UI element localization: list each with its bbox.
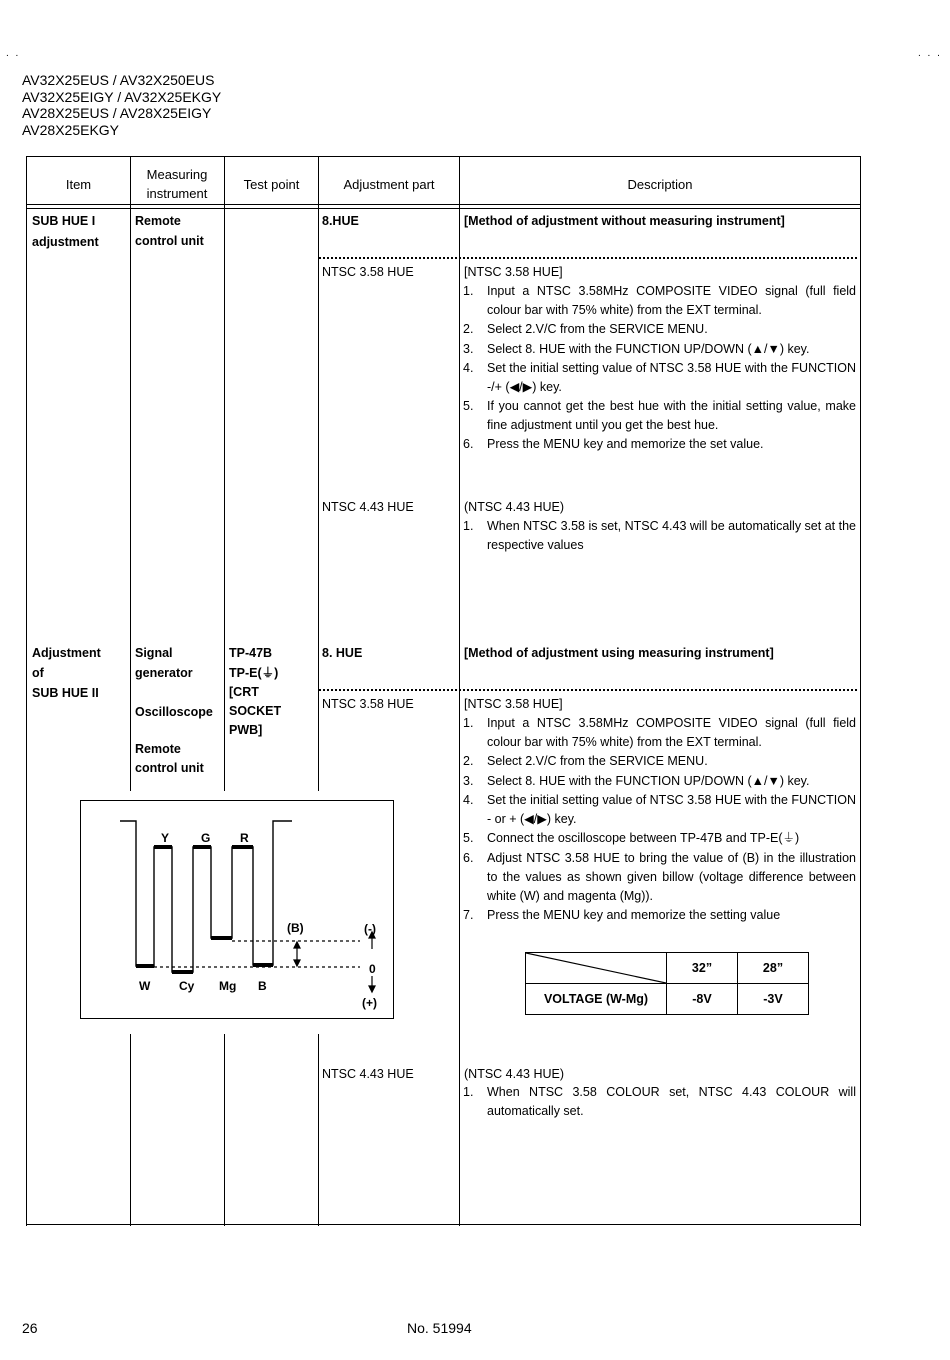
- row2-ntsc443-heading: (NTSC 4.43 HUE): [464, 1067, 565, 1081]
- row2-measuring-line1: Signal: [135, 646, 173, 660]
- model-line-1: AV32X25EUS / AV32X250EUS: [22, 72, 215, 88]
- document-number: No. 51994: [407, 1320, 472, 1336]
- waveform-diagram: [80, 800, 394, 1019]
- corner-marks-right: . . .: [918, 48, 942, 59]
- voltage-value-32: -8V: [667, 984, 738, 1015]
- row2-testpoint-line3: [CRT: [229, 685, 259, 699]
- row2-measuring-line7: control unit: [135, 761, 204, 775]
- header-description: Description: [627, 177, 693, 192]
- wave-label-g: G: [201, 831, 211, 845]
- wave-label-b: B: [258, 979, 267, 993]
- wave-label-b-level: (B): [287, 921, 304, 935]
- row2-desc-title: [Method of adjustment using measuring instrument]: [464, 646, 774, 660]
- row2-ntsc358-heading: [NTSC 3.58 HUE]: [464, 697, 563, 711]
- header-test-point: Test point: [243, 177, 300, 192]
- wave-label-w: W: [139, 979, 151, 993]
- row2-part-title: 8. HUE: [322, 646, 363, 660]
- row1-ntsc358-part: NTSC 3.58 HUE: [322, 265, 414, 279]
- row2-item-line1: Adjustment: [32, 646, 101, 660]
- row2-measuring-line6: Remote: [135, 742, 181, 756]
- row2-testpoint-line5: PWB]: [229, 723, 263, 737]
- header-item: Item: [65, 177, 92, 192]
- row1-item-line1: SUB HUE I: [32, 214, 96, 228]
- row1-ntsc358-heading: [NTSC 3.58 HUE]: [464, 265, 563, 279]
- wave-label-zero: 0: [369, 962, 376, 976]
- wave-label-r: R: [240, 831, 249, 845]
- row2-testpoint-line4: SOCKET: [229, 704, 282, 718]
- row2-item-line2: of: [32, 666, 44, 680]
- voltage-value-28: -3V: [738, 984, 809, 1015]
- row1-part-title: 8.HUE: [322, 214, 359, 228]
- row1-desc-title: [Method of adjustment without measuring instrument]: [464, 214, 785, 228]
- wave-label-mg: Mg: [219, 979, 237, 993]
- voltage-col-28: 28”: [738, 953, 809, 984]
- row2-ntsc443-part: NTSC 4.43 HUE: [322, 1067, 414, 1081]
- row1-measuring-line1: Remote: [135, 214, 181, 228]
- model-line-2: AV32X25EIGY / AV32X25EKGY: [22, 88, 222, 105]
- row2-ntsc443-step: 1. When NTSC 3.58 COLOUR set, NTSC 4.43 COLOUR will automatically set.: [463, 1085, 856, 1119]
- row1-item-line2: adjustment: [32, 235, 99, 249]
- header-adjustment-part: Adjustment part: [343, 177, 435, 192]
- wave-label-minus: (-): [364, 922, 376, 936]
- page-number: 26: [22, 1320, 38, 1336]
- wave-label-y: Y: [161, 831, 170, 845]
- model-line-4: AV28X25EKGY: [22, 121, 120, 138]
- row1-ntsc443-step: 1. When NTSC 3.58 is set, NTSC 4.43 will be automatically set at the respective values: [463, 519, 856, 553]
- row2-testpoint-line2: TP-E(⏚): [229, 666, 279, 680]
- voltage-table: [525, 952, 809, 1015]
- model-line-3: AV28X25EUS / AV28X25EIGY: [22, 105, 212, 121]
- row1-ntsc443-heading: (NTSC 4.43 HUE): [464, 500, 565, 514]
- row2-ntsc358-part: NTSC 3.58 HUE: [322, 697, 414, 711]
- voltage-row-label: VOLTAGE (W-Mg): [526, 984, 667, 1015]
- header-measuring-instrument: Measuring instrument: [146, 167, 208, 201]
- row2-measuring-line4: Oscilloscope: [135, 705, 213, 719]
- row1-measuring-line2: control unit: [135, 234, 204, 248]
- row2-item-line3: SUB HUE II: [32, 686, 99, 700]
- row2-testpoint-line1: TP-47B: [229, 646, 273, 660]
- wave-label-cy: Cy: [179, 979, 195, 993]
- voltage-table-corner-cell: [526, 953, 667, 984]
- corner-marks-left: . .: [6, 48, 21, 59]
- row2-measuring-line2: generator: [135, 666, 193, 680]
- voltage-col-32: 32”: [667, 953, 738, 984]
- row1-ntsc443-part: NTSC 4.43 HUE: [322, 500, 414, 514]
- waveform-svg: [80, 800, 394, 1019]
- wave-label-plus: (+): [362, 996, 377, 1010]
